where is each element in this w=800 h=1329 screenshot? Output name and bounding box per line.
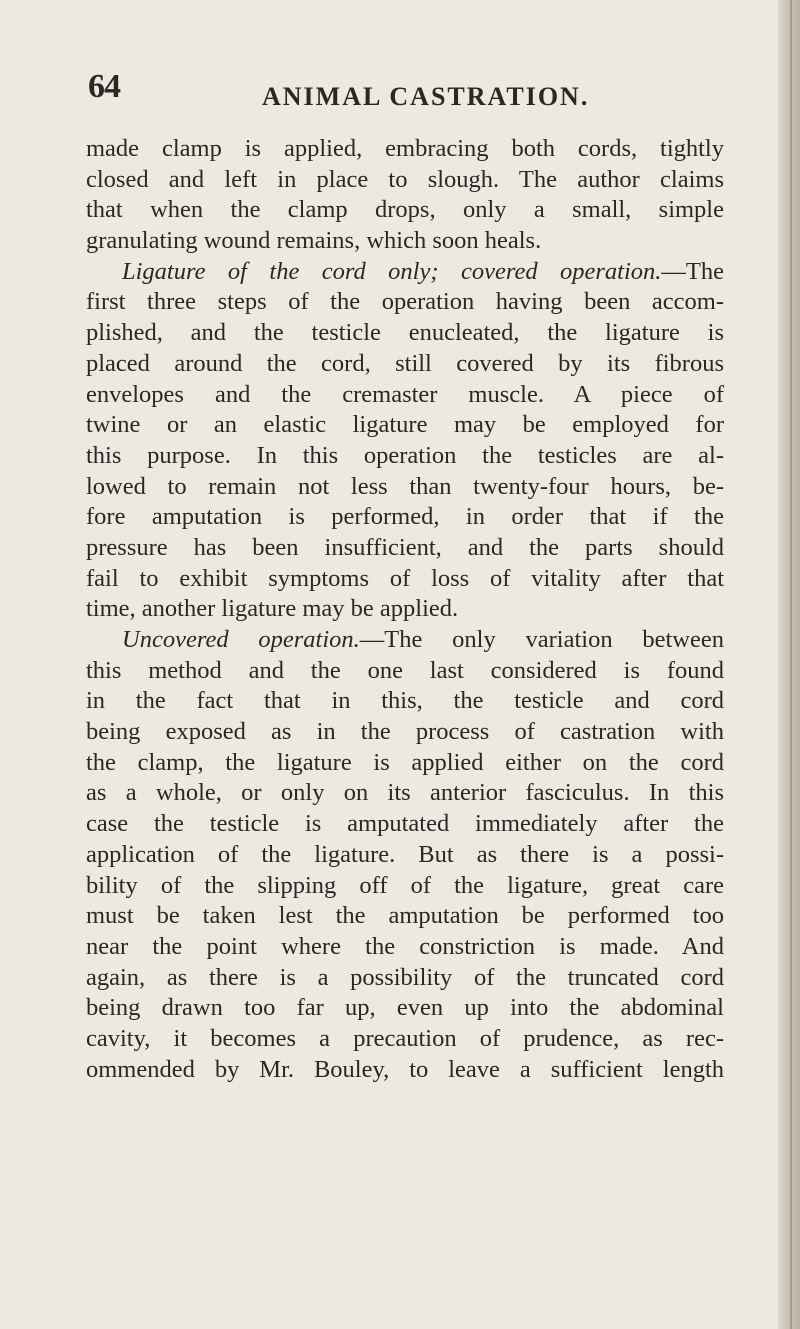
text-line: fore amputation is performed, in order that if the [86,503,724,531]
running-head: ANIMAL CASTRATION. [262,82,590,111]
text-line: being drawn too far up, even up into the abdominal [86,994,724,1022]
text-line: ommended by Mr. Bouley, to leave a sufficient length [86,1055,724,1083]
text-line: this purpose. In this operation the testicles are al- [86,441,724,469]
text-line: lowed to remain not less than twenty-four hours, be- [86,472,724,500]
text-line: cavity, it becomes a precaution of prudence, as rec- [86,1024,724,1052]
text-line: twine or an elastic ligature may be employed for [86,411,724,439]
page-number: 64 [88,68,120,105]
text-line: placed around the cord, still covered by its fibrous [86,349,724,377]
text-line: envelopes and the cremaster muscle. A piece of [86,380,724,408]
text-line: in the fact that in this, the testicle and cord [86,687,724,715]
section-heading-line [86,257,724,288]
text-line: bility of the slipping off of the ligature, great care [86,871,724,899]
body-text [86,134,724,1085]
section-heading-uncovered: Uncovered operation. [122,626,360,653]
text-line: case the testicle is amputated immediately after the [86,810,724,838]
page-edge [778,0,800,1329]
text-line: closed and left in place to slough. The author claims [86,165,724,193]
text-line: plished, and the testicle enucleated, the ligature is [86,319,724,347]
page-edge-line [790,0,792,1329]
section-heading-covered: Ligature of the cord only; covered operation. [122,257,662,285]
text-line: fail to exhibit symptoms of loss of vitality after that [86,564,724,592]
text-line: pressure has been insufficient, and the parts should [86,533,724,561]
text-line: must be taken lest the amputation be performed too [86,902,724,930]
text-line: as a whole, or only on its anterior fasciculus. In this [86,779,724,807]
text-line: near the point where the constriction is made. And [86,932,724,960]
text-line: again, as there is a possibility of the truncated cord [86,963,724,991]
text-line: first three steps of the operation having been accom- [86,288,724,316]
text-fragment: —The only variation between [359,626,724,653]
text-line: application of the ligature. But as there is a possi- [86,840,724,868]
text-line: made clamp is applied, embracing both cords, tightly [86,135,724,162]
text-line: time, another ligature may be applied. [86,595,459,623]
text-line: granulating wound remains, which soon heals. [86,227,542,255]
text-fragment: —The [661,257,724,285]
text-line: the clamp, the ligature is applied either on the cord [86,748,724,776]
section-heading-line [86,625,724,656]
text-line: that when the clamp drops, only a small, simple [86,196,724,224]
text-line: being exposed as in the process of castration with [86,718,724,746]
text-line: this method and the one last considered is found [86,656,724,684]
